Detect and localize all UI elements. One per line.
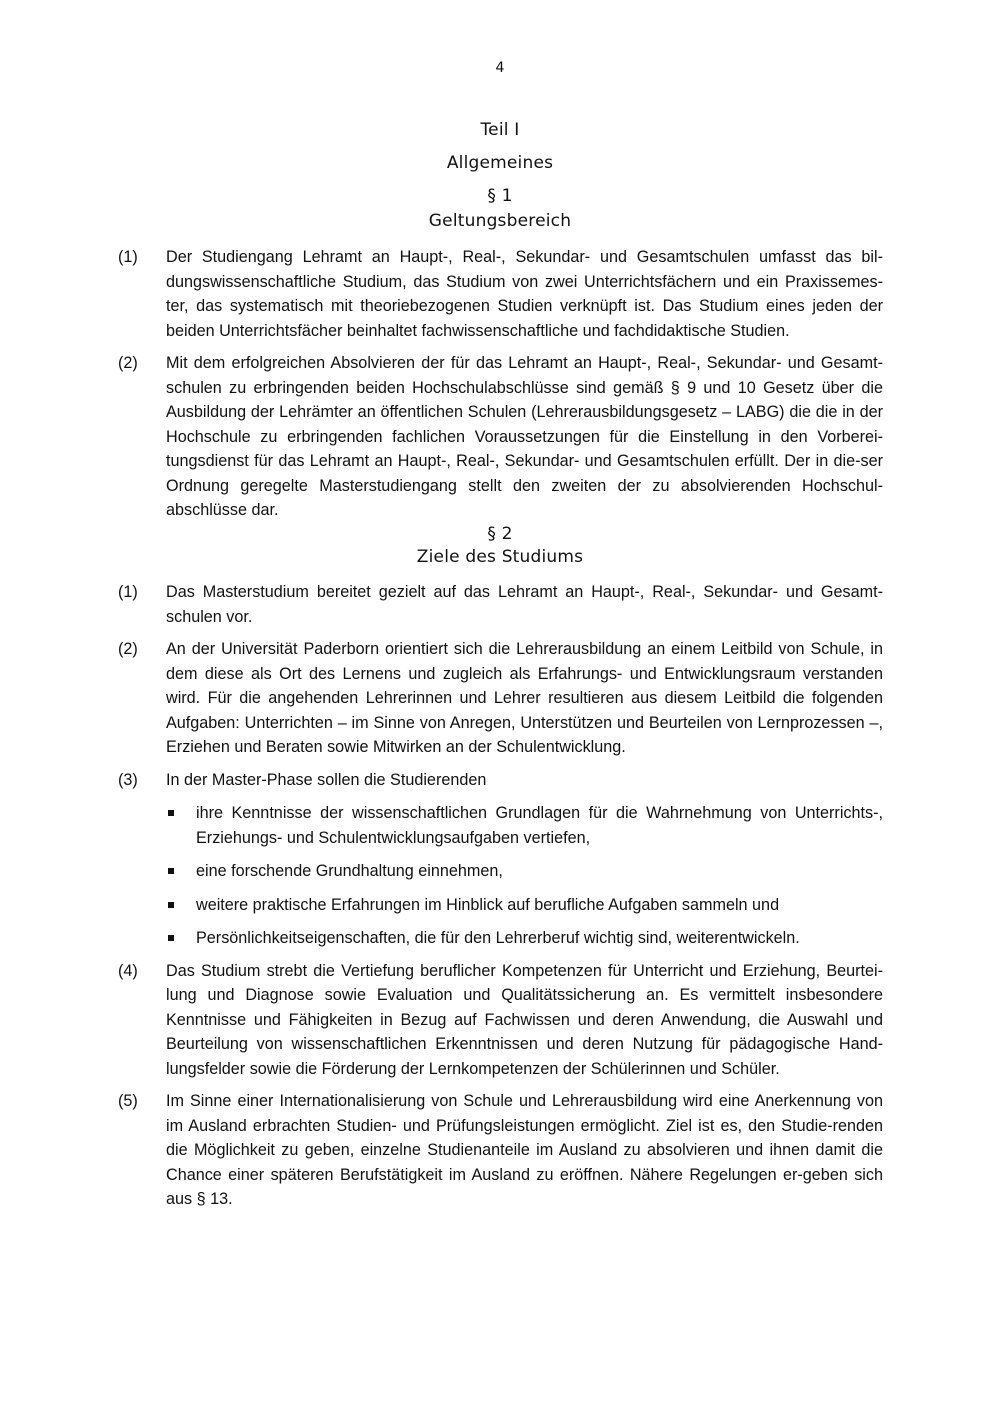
section-1-paragraph-1 (118, 245, 883, 343)
section-2-paragraph-1 (118, 580, 883, 629)
section-1-symbol: § 1 (487, 186, 513, 206)
list-item-text: Persönlichkeitseigenschaften, die für den Lehrerberuf wichtig sind, weiterentwickeln. (196, 929, 800, 947)
paragraph-number: (4) (118, 961, 138, 980)
paragraph-text: Das Studium strebt die Vertiefung beruflicher Kompetenzen für Unterricht und Erziehung, Beurtei-lung und Diagnose sowie Evaluation und Qualitätssicherung an. Es vermittelt insbesondere Kenntnisse und Fähigkeiten in Bezug auf Fachwissen und deren Anwendung, die Auswahl und Beurteilung von wissenschaftlichen Erkenntnissen und deren Nutzung für pädagogische Hand-lungsfelder sowie die Förderung der Lernkompetenzen der Schülerinnen und Schüler. (166, 961, 883, 1078)
square-bullet-icon (166, 801, 196, 850)
paragraph-text: An der Universität Paderborn orientiert sich die Lehrerausbildung an einem Leitbild von Schule, in dem diese als Ort des Lernens und zugleich als Erfahrungs- und Entwicklungsraum verstanden wird. Für die angehenden Lehrerinnen und Lehrer resultieren aus diesem Leitbild die folgenden Aufgaben: Unterrichten – im Sinne von Anregen, Unterstützen und Beurteilen von Lernprozessen –, Erziehen und Beraten sowie Mitwirken an der Schulentwicklung. (166, 640, 883, 756)
paragraph-number: (2) (118, 640, 138, 658)
square-bullet-icon (166, 859, 196, 884)
paragraph-text: Mit dem erfolgreichen Absolvieren der für das Lehramt an Haupt-, Real-, Sekundar- und Gesamt-schulen zu erbringenden beiden Hochschulabschlüsse sind gemäß § 9 und 10 Gesetz über die Ausbildung der Lehrämter an öffentlichen Schulen (Lehrerausbildungsgesetz – LABG) die die in der Hochschule zu erbringenden fachlichen Voraussetzungen für die Einstellung in den Vorberei-tungsdienst für das Lehramt an Haupt-, Real-, Sekundar- und Gesamtschulen erfüllt. Der in die-ser Ordnung geregelte Masterstudiengang stellt den zweiten der zu absolvierenden Hochschul-abschlüsse dar. (166, 354, 883, 519)
paragraph-number: (3) (118, 770, 138, 789)
paragraph-number: (2) (118, 354, 138, 372)
square-bullet-icon (166, 926, 196, 951)
section-2-body (118, 580, 883, 1220)
section-2-paragraph-2 (118, 637, 883, 760)
page-number: 4 (495, 60, 505, 76)
paragraph-content (166, 768, 883, 951)
section-1-body (118, 245, 883, 531)
list-item-text: ihre Kenntnisse der wissenschaftlichen Grundlagen für die Wahrnehmung von Unterrichts-, Erziehungs- und Schulentwicklungsaufgaben vertiefen, (196, 804, 883, 847)
paragraph-text: Im Sinne einer Internationalisierung von Schule und Lehrerausbildung wird eine Anerkennung von im Ausland erbrachten Studien- und Prüfungsleistungen ermöglicht. Ziel ist es, den Studie-renden die Möglichkeit zu geben, einzelne Studienanteile im Ausland zu absolvieren und ihnen damit die Chance einer späteren Berufstätigkeit im Ausland zu eröffnen. Nähere Regelungen er-geben sich aus § 13. (166, 1092, 883, 1208)
section-2-paragraph-4 (118, 959, 883, 1082)
square-bullet-icon (166, 893, 196, 918)
section-2-symbol: § 2 (487, 524, 513, 544)
section-2-title: Ziele des Studiums (416, 547, 584, 567)
list-item-text: eine forschende Grundhaltung einnehmen, (196, 862, 503, 880)
paragraph-text: Das Masterstudium bereitet gezielt auf das Lehramt an Haupt-, Real-, Sekundar- und Gesamt-schulen vor. (166, 583, 883, 626)
paragraph-number: (5) (118, 1092, 138, 1110)
list-item (166, 893, 883, 918)
section-1-title: Geltungsbereich (428, 211, 572, 231)
paragraph-number: (1) (118, 583, 138, 601)
list-item (166, 926, 883, 951)
section-1-paragraph-2 (118, 351, 883, 523)
list-item (166, 801, 883, 850)
section-2-paragraph-5 (118, 1089, 883, 1212)
goals-list (166, 801, 883, 951)
paragraph-text: Der Studiengang Lehramt an Haupt-, Real-, Sekundar- und Gesamtschulen umfasst das bil-dungswissenschaftliche Studium, das Studium von zwei Unterrichtsfächern und ein Praxissemes-ter, das systematisch mit theoriebezogenen Studien verknüpft ist. Das Studium eines jeden der beiden Unterrichtsfächer beinhaltet fachwissenschaftliche und fachdidaktische Studien. (166, 248, 883, 340)
paragraph-number: (1) (118, 248, 138, 266)
list-item-text: weitere praktische Erfahrungen im Hinblick auf berufliche Aufgaben sammeln und (196, 895, 780, 914)
list-item (166, 859, 883, 884)
part-subtitle: Allgemeines (446, 153, 554, 173)
part-title: Teil I (480, 120, 520, 140)
paragraph-text: In der Master-Phase sollen die Studierenden (166, 770, 487, 789)
section-2-paragraph-3 (118, 768, 883, 951)
